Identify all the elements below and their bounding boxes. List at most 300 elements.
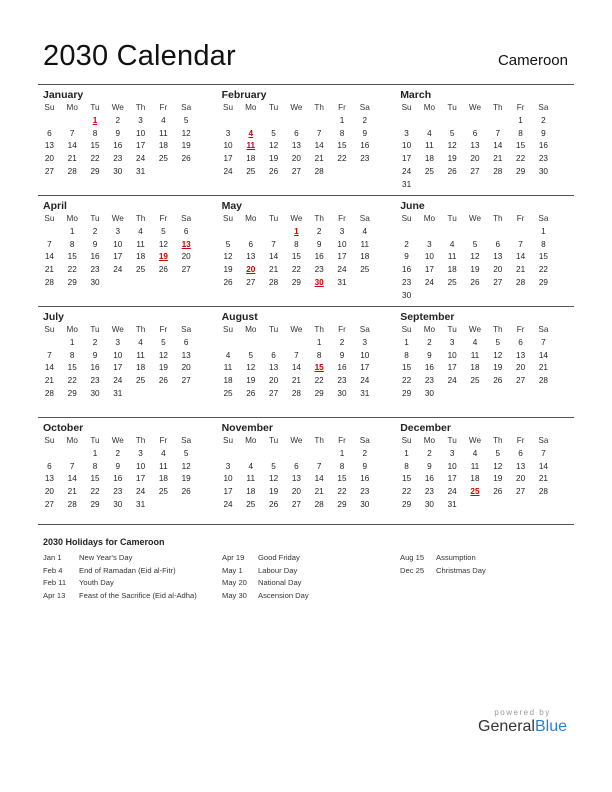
day-cell: 7 [316, 128, 322, 138]
day-cell: 22 [402, 376, 412, 386]
day-cell: 30 [337, 388, 347, 398]
day-cell: 6 [183, 337, 189, 347]
day-grid [38, 324, 217, 401]
day-cell: 28 [314, 166, 324, 176]
weekday-header: Mo [66, 436, 78, 445]
day-cell: 20 [291, 487, 301, 497]
holiday-name: End of Ramadan (Eid al-Fitr) [79, 565, 176, 575]
day-cell: 22 [402, 487, 412, 497]
empty-cell [38, 115, 61, 128]
holiday-date: Jan 1 [43, 553, 62, 562]
day-cell: 23 [402, 277, 412, 287]
weekday-header: Sa [181, 103, 192, 112]
day-cell: 6 [518, 448, 523, 458]
day-cell: 16 [424, 363, 434, 373]
month-name: October [43, 422, 84, 434]
day-cell: 28 [44, 277, 54, 287]
day-cell: 1 [339, 448, 345, 458]
day-cell: 14 [67, 474, 77, 484]
day-cell: 26 [158, 376, 168, 386]
day-grid [38, 213, 217, 290]
day-cell: 4 [161, 448, 166, 458]
day-cell: 4 [138, 337, 143, 347]
month-name: August [221, 311, 258, 323]
weekday-header: Fr [338, 103, 346, 112]
day-cell: 22 [538, 265, 548, 275]
day-cell: 29 [67, 388, 77, 398]
empty-cell [38, 448, 61, 461]
day-cell: 18 [158, 474, 168, 484]
weekday-header: We [111, 436, 124, 445]
day-cell: 4 [362, 226, 368, 236]
day-cell: 22 [291, 265, 301, 275]
day-cell: 9 [92, 239, 98, 249]
day-cell: 22 [90, 154, 100, 164]
weekday-header: Su [44, 325, 55, 334]
day-cell: 15 [67, 252, 77, 262]
month-name: May [221, 200, 243, 212]
day-cell: 13 [44, 474, 54, 484]
day-cell: 12 [447, 141, 457, 151]
day-cell: 2 [115, 115, 121, 125]
holiday-day: 20 [246, 265, 256, 275]
day-cell: 19 [269, 487, 279, 497]
weekday-header: Mo [245, 214, 257, 223]
day-grid [38, 102, 217, 179]
month-name: July [43, 311, 65, 323]
day-cell: 22 [337, 487, 347, 497]
weekday-header: Mo [66, 103, 78, 112]
day-cell: 18 [136, 252, 146, 262]
day-cell: 29 [291, 277, 301, 287]
weekday-header: Fr [516, 325, 525, 334]
day-cell: 21 [493, 154, 503, 164]
weekday-header: Mo [245, 436, 257, 445]
day-cell: 20 [44, 487, 54, 497]
day-cell: 19 [246, 376, 256, 386]
day-cell: 6 [248, 239, 254, 249]
day-cell: 26 [269, 166, 279, 176]
weekday-header: Sa [359, 103, 370, 112]
day-cell: 11 [470, 461, 480, 471]
day-cell: 5 [472, 239, 478, 249]
day-cell: 19 [181, 141, 191, 151]
weekday-header: Fr [338, 214, 346, 223]
holiday-day: 13 [181, 239, 191, 249]
weekday-header: Tu [447, 214, 457, 223]
day-cell: 10 [136, 461, 146, 471]
weekday-header: Fr [159, 436, 168, 445]
day-cell: 15 [402, 474, 412, 484]
holiday-day: 4 [248, 128, 254, 138]
day-cell: 27 [44, 166, 54, 176]
day-cell: 3 [115, 226, 121, 236]
day-grid [395, 324, 574, 401]
day-cell: 26 [447, 166, 457, 176]
weekday-header: Th [135, 103, 146, 112]
day-cell: 30 [113, 166, 123, 176]
day-cell: 11 [159, 461, 168, 471]
day-cell: 28 [538, 487, 548, 497]
day-cell: 12 [470, 252, 480, 262]
day-cell: 24 [113, 376, 123, 386]
day-cell: 27 [516, 487, 526, 497]
month-february [217, 85, 396, 195]
day-cell: 16 [90, 363, 100, 373]
day-cell: 5 [271, 461, 276, 471]
weekday-header: We [111, 325, 124, 334]
month-september [395, 307, 574, 417]
weekday-header: Th [135, 214, 146, 223]
empty-cell [262, 337, 285, 350]
day-cell: 5 [248, 350, 254, 360]
day-cell: 15 [402, 363, 412, 373]
day-cell: 16 [360, 141, 370, 151]
empty-cell [441, 115, 464, 128]
day-cell: 30 [424, 499, 434, 509]
day-cell: 8 [92, 128, 98, 138]
day-cell: 4 [225, 350, 231, 360]
day-cell: 23 [360, 154, 370, 164]
page-title: 2030 Calendar [43, 40, 236, 72]
weekday-header: We [468, 325, 482, 334]
day-cell: 19 [493, 363, 503, 373]
day-cell: 2 [92, 337, 98, 347]
day-cell: 13 [291, 141, 301, 151]
month-name: September [400, 311, 455, 323]
weekday-header: Su [44, 214, 55, 223]
day-cell: 17 [447, 474, 457, 484]
empty-cell [441, 226, 464, 239]
day-cell: 8 [69, 239, 75, 249]
empty-cell [486, 115, 509, 128]
day-cell: 18 [136, 363, 146, 373]
day-cell: 5 [495, 448, 501, 458]
day-cell: 31 [337, 277, 347, 287]
month-july [38, 307, 217, 417]
day-cell: 6 [47, 461, 52, 471]
day-cell: 23 [538, 154, 548, 164]
day-cell: 2 [427, 337, 432, 347]
day-cell: 24 [223, 166, 233, 176]
day-cell: 20 [291, 154, 301, 164]
weekday-header: Mo [66, 214, 78, 223]
day-cell: 10 [424, 252, 434, 262]
day-cell: 12 [158, 350, 168, 360]
day-cell: 15 [90, 141, 100, 151]
day-cell: 2 [362, 115, 368, 125]
empty-cell [285, 337, 308, 350]
day-cell: 18 [223, 376, 233, 386]
weekday-header: Sa [538, 436, 549, 445]
weekday-header: Tu [90, 103, 100, 112]
day-cell: 16 [424, 474, 434, 484]
day-cell: 11 [470, 350, 480, 360]
day-cell: 29 [516, 166, 526, 176]
weekday-header: Tu [268, 436, 279, 445]
day-cell: 21 [67, 154, 77, 164]
day-cell: 10 [223, 474, 233, 484]
day-cell: 11 [136, 350, 145, 360]
weekday-header: Su [401, 214, 412, 223]
day-cell: 26 [246, 388, 256, 398]
day-cell: 15 [90, 474, 100, 484]
day-cell: 9 [427, 461, 432, 471]
day-cell: 7 [495, 128, 501, 138]
day-cell: 25 [470, 376, 480, 386]
day-cell: 21 [291, 376, 301, 386]
holiday-name: Feast of the Sacrifice (Eid al-Adha) [79, 590, 197, 600]
empty-cell [285, 115, 308, 128]
day-cell: 24 [136, 487, 146, 497]
day-cell: 27 [470, 166, 480, 176]
day-cell: 20 [269, 376, 279, 386]
day-cell: 13 [516, 461, 526, 471]
day-cell: 9 [316, 239, 322, 249]
weekday-header: Th [492, 214, 503, 223]
day-cell: 26 [181, 487, 191, 497]
day-cell: 26 [470, 277, 480, 287]
day-cell: 14 [516, 252, 526, 262]
day-cell: 6 [495, 239, 501, 249]
day-cell: 17 [223, 154, 233, 164]
weekday-header: Mo [245, 103, 257, 112]
day-cell: 10 [136, 128, 146, 138]
month-january [38, 85, 217, 195]
day-cell: 21 [538, 474, 548, 484]
day-cell: 17 [337, 252, 347, 262]
day-cell: 8 [316, 350, 322, 360]
weekday-header: Su [401, 436, 412, 445]
weekday-header: Su [44, 103, 55, 112]
weekday-header: Th [314, 103, 324, 112]
weekday-header: Mo [423, 103, 436, 112]
day-cell: 8 [518, 128, 523, 138]
day-cell: 5 [449, 128, 455, 138]
day-cell: 29 [90, 499, 100, 509]
day-cell: 18 [470, 474, 480, 484]
day-cell: 7 [294, 350, 299, 360]
holiday-item [222, 552, 309, 565]
day-cell: 27 [291, 166, 301, 176]
holiday-date: May 30 [222, 590, 247, 600]
day-cell: 27 [181, 376, 191, 386]
empty-cell [38, 337, 61, 350]
holiday-day: 30 [314, 277, 324, 287]
day-cell: 2 [92, 226, 98, 236]
empty-cell [464, 115, 487, 128]
month-name: November [221, 422, 273, 434]
day-cell: 6 [294, 461, 299, 471]
day-cell: 30 [90, 388, 100, 398]
day-cell: 1 [316, 337, 322, 347]
empty-cell [239, 115, 262, 128]
day-cell: 3 [339, 226, 345, 236]
day-cell: 6 [518, 337, 523, 347]
day-cell: 17 [136, 474, 146, 484]
day-cell: 23 [90, 265, 100, 275]
holiday-date: May 1 [222, 565, 243, 575]
day-cell: 8 [404, 461, 409, 471]
day-grid [217, 213, 396, 290]
day-cell: 1 [69, 226, 75, 236]
day-cell: 16 [113, 141, 123, 151]
day-cell: 12 [269, 474, 279, 484]
day-cell: 19 [223, 265, 233, 275]
day-cell: 1 [69, 337, 75, 347]
day-cell: 24 [424, 277, 434, 287]
day-cell: 7 [271, 239, 276, 249]
day-cell: 15 [337, 474, 347, 484]
day-cell: 3 [362, 337, 368, 347]
day-cell: 14 [44, 363, 54, 373]
day-cell: 21 [314, 487, 324, 497]
day-cell: 12 [181, 128, 191, 138]
empty-cell [418, 115, 441, 128]
day-cell: 16 [113, 474, 123, 484]
day-cell: 8 [339, 461, 345, 471]
day-cell: 2 [404, 239, 409, 249]
empty-cell [239, 226, 262, 239]
day-cell: 3 [138, 115, 143, 125]
day-cell: 10 [402, 141, 412, 151]
day-cell: 28 [67, 166, 77, 176]
day-cell: 27 [516, 376, 526, 386]
weekday-header: Fr [159, 325, 168, 334]
holiday-column [400, 552, 486, 577]
day-cell: 30 [402, 290, 412, 300]
day-cell: 2 [316, 226, 322, 236]
day-cell: 1 [339, 115, 345, 125]
day-cell: 9 [427, 350, 432, 360]
empty-cell [308, 448, 331, 461]
day-cell: 12 [246, 363, 256, 373]
day-cell: 29 [402, 499, 412, 509]
day-cell: 2 [541, 115, 546, 125]
day-cell: 24 [223, 499, 233, 509]
day-cell: 8 [339, 128, 345, 138]
day-cell: 20 [181, 363, 191, 373]
holiday-item [43, 577, 197, 590]
holiday-date: Apr 19 [222, 553, 245, 562]
day-cell: 12 [269, 141, 279, 151]
day-cell: 7 [69, 461, 75, 471]
holiday-item [400, 552, 486, 565]
empty-cell [262, 115, 285, 128]
holiday-name: Assumption [436, 553, 476, 562]
day-cell: 25 [246, 499, 256, 509]
weekday-header: Fr [159, 103, 168, 112]
holiday-date: Feb 11 [43, 578, 67, 588]
day-grid [217, 324, 396, 401]
day-cell: 17 [447, 363, 457, 373]
day-cell: 3 [138, 448, 143, 458]
month-name: June [400, 200, 425, 212]
day-cell: 8 [541, 239, 546, 249]
month-row [38, 195, 574, 306]
month-name: January [43, 89, 84, 101]
day-cell: 23 [360, 487, 370, 497]
day-cell: 9 [541, 128, 546, 138]
weekday-header: Mo [423, 436, 436, 445]
day-grid [395, 213, 574, 303]
day-cell: 30 [424, 388, 434, 398]
empty-cell [262, 448, 285, 461]
powered-by-text: powered by [494, 708, 551, 717]
day-cell: 4 [449, 239, 455, 249]
day-cell: 11 [223, 363, 233, 373]
day-cell: 9 [339, 350, 345, 360]
day-cell: 16 [337, 363, 347, 373]
day-cell: 16 [314, 252, 324, 262]
day-cell: 14 [44, 252, 54, 262]
day-cell: 23 [424, 487, 434, 497]
day-cell: 16 [402, 265, 412, 275]
day-cell: 24 [447, 376, 457, 386]
day-cell: 2 [115, 448, 121, 458]
day-cell: 31 [113, 388, 123, 398]
weekday-header: Sa [538, 103, 549, 112]
weekday-header: We [290, 103, 303, 112]
brand-logo[interactable] [478, 718, 567, 736]
day-cell: 11 [159, 128, 168, 138]
weekday-header: Tu [268, 214, 279, 223]
day-grid [217, 435, 396, 512]
day-cell: 7 [541, 448, 546, 458]
day-cell: 7 [541, 337, 546, 347]
day-grid [217, 102, 396, 179]
day-cell: 26 [493, 487, 503, 497]
day-cell: 1 [541, 226, 546, 236]
weekday-header: Th [135, 436, 146, 445]
holiday-day: 11 [246, 141, 256, 151]
day-cell: 5 [271, 128, 276, 138]
day-cell: 31 [136, 166, 146, 176]
day-cell: 14 [269, 252, 279, 262]
holiday-day: 15 [314, 363, 324, 373]
weekday-header: We [468, 103, 482, 112]
day-cell: 3 [449, 337, 455, 347]
holiday-date: May 20 [222, 578, 247, 588]
holiday-name: Good Friday [258, 553, 300, 562]
day-cell: 15 [67, 363, 77, 373]
day-cell: 8 [294, 239, 299, 249]
day-cell: 20 [181, 252, 191, 262]
day-cell: 5 [225, 239, 231, 249]
empty-cell [509, 226, 532, 239]
holiday-day: 1 [294, 226, 299, 236]
holiday-item [43, 590, 197, 603]
day-cell: 25 [158, 154, 168, 164]
day-cell: 31 [447, 499, 457, 509]
day-cell: 2 [427, 448, 432, 458]
day-cell: 3 [404, 128, 409, 138]
day-cell: 14 [538, 461, 548, 471]
holiday-name: Youth Day [79, 578, 114, 588]
month-row [38, 306, 574, 417]
day-cell: 22 [516, 154, 526, 164]
day-cell: 16 [360, 474, 370, 484]
weekday-header: Sa [181, 214, 192, 223]
day-cell: 17 [360, 363, 370, 373]
day-cell: 3 [115, 337, 121, 347]
day-cell: 18 [424, 154, 434, 164]
day-cell: 21 [269, 265, 279, 275]
day-cell: 22 [90, 487, 100, 497]
day-cell: 19 [181, 474, 191, 484]
empty-cell [395, 226, 418, 239]
holiday-date: Aug 15 [400, 553, 425, 562]
